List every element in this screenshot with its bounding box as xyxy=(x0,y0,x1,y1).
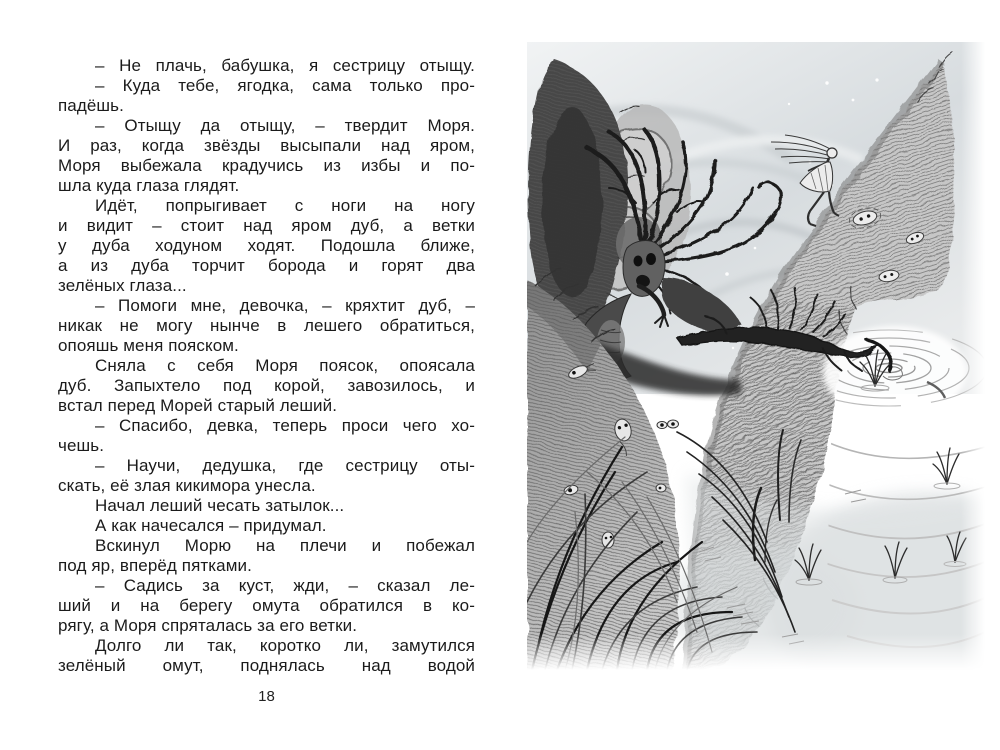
text-line: – Куда тебе, ягодка, сама только про- xyxy=(95,76,475,95)
text-line: опояшь меня пояском. xyxy=(58,336,239,355)
text-line: ший и на берегу омута обратился в ко- xyxy=(58,596,475,615)
right-page xyxy=(527,42,985,670)
text-line: встал перед Морей старый леший. xyxy=(58,396,338,415)
page-number: 18 xyxy=(258,688,275,705)
text-line: а из дуба торчит борода и горят два xyxy=(58,256,475,275)
bottom-fade xyxy=(527,634,985,670)
text-line: Идёт, попрыгивает с ноги на ногу xyxy=(95,196,475,215)
text-line: падёшь. xyxy=(58,96,124,115)
text-line: – Помоги мне, девочка, – кряхтит дуб, – xyxy=(95,296,475,315)
text-line: – Отыщу да отыщу, – твердит Моря. xyxy=(95,116,475,135)
text-line: скать, её злая кикимора унесла. xyxy=(58,476,316,495)
text-line: – Научи, дедушка, где сестрицу оты- xyxy=(95,456,475,475)
text-line: Начал леший чесать затылок... xyxy=(95,496,345,515)
text-line: шла куда глаза глядят. xyxy=(58,176,240,195)
text-line: Долго ли так, коротко ли, замутился xyxy=(95,636,475,655)
text-line: под яр, вперёд пятками. xyxy=(58,556,252,575)
left-page xyxy=(58,56,475,716)
text-line: никак не могу нынче в лешего обратиться, xyxy=(58,316,475,335)
text-line: рягу, а Моря спряталась за его ветки. xyxy=(58,616,358,635)
text-line: Вскинул Морю на плечи и побежал xyxy=(95,536,475,555)
text-line: чешь. xyxy=(58,436,105,455)
text-line: Моря выбежала крадучись из избы и по- xyxy=(58,156,475,175)
text-line: – Не плачь, бабушка, я сестрицу отыщу. xyxy=(95,56,475,75)
text-line: Сняла с себя Моря поясок, опоясала xyxy=(95,356,475,375)
text-line: зелёных глаза... xyxy=(58,276,187,295)
text-line: А как начесался – придумал. xyxy=(95,516,327,535)
story-text xyxy=(58,56,475,676)
text-line: – Садись за куст, жди, – сказал ле- xyxy=(95,576,475,595)
right-fade xyxy=(961,42,985,670)
text-line: И раз, когда звёзды высыпали над яром, xyxy=(58,136,475,155)
text-line: у дуба ходуном ходят. Подошла ближе, xyxy=(58,236,475,255)
text-line: зелёный омут, поднялась над водой xyxy=(58,656,475,675)
text-line: и видит – стоит над яром дуб, а ветки xyxy=(58,216,475,235)
text-line: – Спасибо, девка, теперь проси чего хо- xyxy=(95,416,475,435)
text-line: дуб. Запыхтело под корой, завозилось, и xyxy=(58,376,475,395)
illustration-leshy-at-whirlpool xyxy=(527,42,985,670)
